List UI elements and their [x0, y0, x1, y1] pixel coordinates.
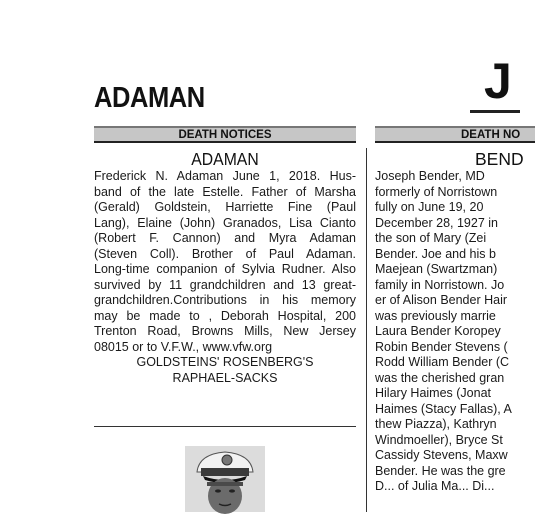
- column-divider: [366, 148, 367, 512]
- notice-line: Trenton Road, Browns Mills, New Jersey: [94, 324, 356, 338]
- notice-line: Rodd William Bender (C: [375, 355, 510, 369]
- masthead-rule: [470, 110, 520, 113]
- masthead-letter: J: [484, 53, 512, 109]
- notice-name: ADAMAN: [191, 149, 259, 169]
- notice-line: thew Piazza), Kathryn: [375, 417, 497, 431]
- notice-line: Robin Bender Stevens (: [375, 339, 508, 354]
- portrait-photo: [185, 446, 265, 512]
- funeral-home-line: RAPHAEL-SACKS: [172, 370, 278, 385]
- notice-line: survived by 11 grandchildren and 13 great-: [94, 277, 356, 292]
- portrait-image: [185, 446, 265, 512]
- funeral-home-line: GOLDSTEINS' ROSENBERG'S: [136, 355, 314, 369]
- notice-line: Long-time companion of Sylvia Rudner. Also: [94, 262, 356, 276]
- notice-line: Lang), Elaine (John) Granados, Lisa Cianto: [94, 215, 356, 230]
- notice-line: D... of Julia Ma... Di...: [375, 479, 495, 493]
- notice-line: grandchildren.Contributions in his memory: [94, 293, 356, 307]
- page-heading: ADAMAN: [94, 82, 205, 114]
- notice-body-right: [375, 169, 535, 495]
- notice-line: (Steven Coll). Brother of Paul Adaman.: [94, 246, 356, 261]
- notice-line: Maejean (Swartzman): [375, 262, 498, 276]
- notice-line: was the cherished gran: [375, 370, 505, 385]
- notice-line: was previously marrie: [375, 308, 496, 323]
- notice-line: December 28, 1927 in: [375, 215, 498, 230]
- notice-line: 08015 or to V.F.W., www.vfw.org: [94, 339, 273, 354]
- notice-line: the son of Mary (Zei: [375, 231, 487, 245]
- section-title-death-notices-right: DEATH NO: [375, 126, 535, 143]
- notice-line: Bender. He was the gre: [375, 463, 506, 478]
- notice-line: may be made to , Deborah Hospital, 200: [94, 308, 356, 323]
- section-title-death-notices: DEATH NOTICES: [94, 126, 356, 143]
- notice-line: (Robert F. Cannon) and Myra Adaman: [94, 231, 356, 245]
- notice-line: Haimes (Stacy Fallas), A: [375, 401, 512, 416]
- notice-line: formerly of Norristown: [375, 184, 498, 199]
- notice-line: Joseph Bender, MD: [375, 169, 485, 183]
- notice-line: family in Norristown. Jo: [375, 277, 505, 292]
- notice-line: Bender. Joe and his b: [375, 246, 496, 261]
- right-column: [375, 126, 535, 495]
- notice-line: Windmoeller), Bryce St: [375, 432, 503, 447]
- notice-line: Frederick N. Adaman June 1, 2018. Hus-: [94, 169, 356, 183]
- notice-line: er of Alison Bender Hair: [375, 293, 508, 307]
- left-column: [94, 126, 356, 386]
- notice-line: Cassidy Stevens, Maxw: [375, 448, 508, 462]
- notice-line: fully on June 19, 20: [375, 200, 484, 214]
- notice-line: band of the late Estelle. Father of Marsha: [94, 184, 356, 199]
- notice-divider: [94, 426, 356, 427]
- notice-line: Laura Bender Koropey: [375, 324, 501, 338]
- notice-name-right: BEND: [475, 149, 524, 169]
- notice-body: [94, 169, 356, 386]
- notice-line: Hilary Haimes (Jonat: [375, 386, 492, 400]
- notice-line: (Gerald) Goldstein, Harriette Fine (Paul: [94, 200, 356, 214]
